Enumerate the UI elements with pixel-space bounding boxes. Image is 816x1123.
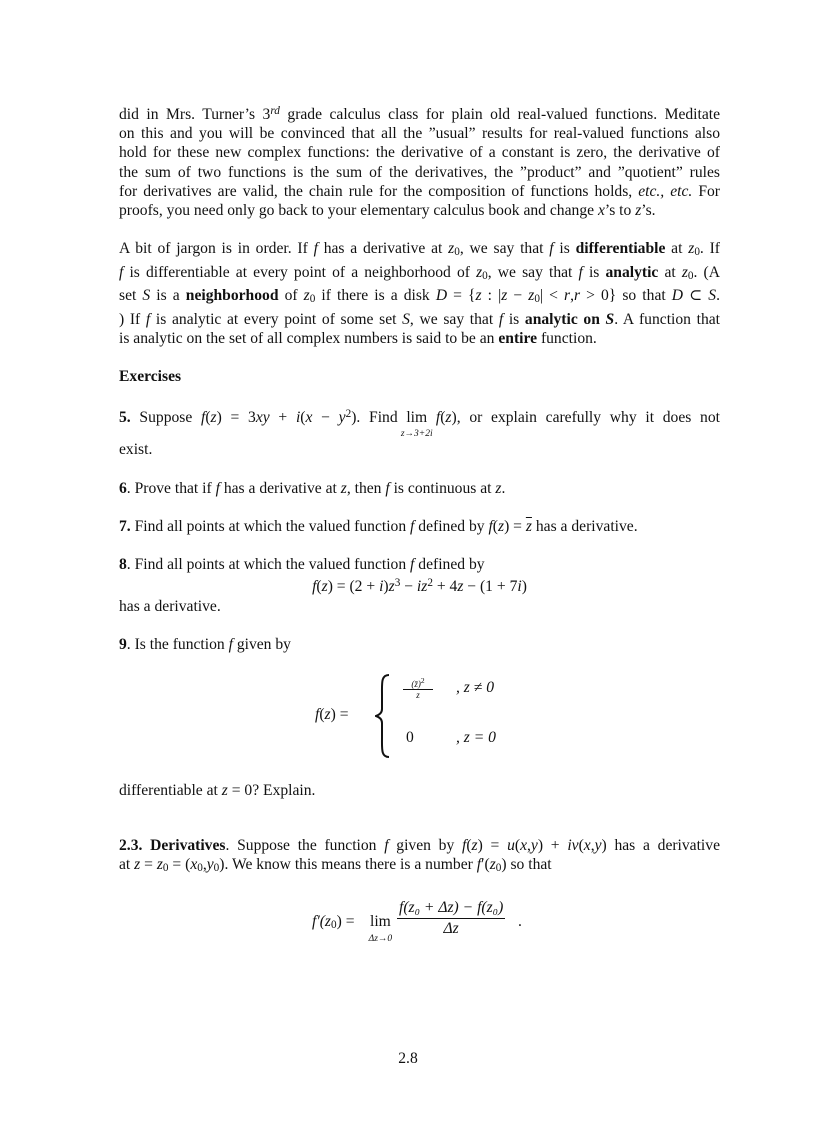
intro-paragraph (119, 102, 720, 220)
text-line: exist. (119, 441, 153, 459)
equation: $f(z) = (2 + i)z^3 - iz^2 + 4z - (1 + 7i)$ (312, 577, 527, 596)
text-line: proofs, you need only go back to your elementary calculus book and change x’s to z’s. (119, 202, 656, 220)
text-line: did in Mrs. Turner’s 3rd grade calculus class for plain old real-valued functions. Meditate (119, 105, 721, 124)
case-1-fraction: (z̄)$^2$ z (403, 676, 433, 700)
exercise-8 (119, 555, 720, 616)
text-line: has a derivative. (119, 597, 221, 615)
text-line: A bit of jargon is in order. If f has a derivative at $z_0$, we say that f is differentiable at $z_0$. If (119, 240, 720, 259)
case-2-value: 0 (406, 728, 414, 746)
text-line: is analytic on the set of all complex numbers is said to be an entire function. (119, 329, 597, 347)
exercise-7: 7. Find all points at which the valued function f defined by $f(z) = \overline{z}$ has a derivative. (119, 517, 638, 535)
exercise-6: 6. Prove that if f has a derivative at z, then f is continuous at z. (119, 479, 506, 497)
left-brace (375, 673, 391, 759)
text-line: f is differentiable at every point of a neighborhood of $z_0$, we say that f is analytic at $z_0$. (A (119, 263, 720, 282)
text-line: set S is a neighborhood of $z_0$ if there is a disk D = {z : $|z - z_0| < r,r > 0$} so that D ⊂ S. (119, 287, 720, 306)
section-derivatives (119, 836, 720, 957)
text-line: ) If f is analytic at every point of some set S, we say that f is analytic on S. A function that (119, 310, 721, 328)
text-line: the sum of two functions is the sum of the derivatives, the ”product” and ”quotient” rules (119, 163, 720, 181)
text-line: 8. Find all points at which the valued function f defined by (119, 556, 485, 574)
case-1-condition: , z ≠ 0 (456, 678, 495, 696)
exercises-heading: Exercises (119, 367, 182, 385)
derivative-definition-equation: $f'(z_0)$ = lim Δz→0 $\frac{\text{f(z₀ + Δz) − f(z₀)}}{\Delta z}$ . (312, 899, 522, 945)
jargon-paragraph (119, 239, 720, 348)
exercise-9 (119, 635, 720, 800)
text-line: differentiable at z = 0? Explain. (119, 781, 316, 799)
text-line: on this and you will be convinced that all the ”usual” results for real-valued functions also (119, 125, 720, 143)
limit-operator: lim Δz→0 (368, 913, 393, 945)
text-line: 2.3. Derivatives. Suppose the function f given by f(z) = u(x,y) + iv(x,y) has a derivative (119, 836, 720, 854)
text-line: hold for these new complex functions: the derivative of a constant is zero, the derivative of (119, 144, 720, 162)
page-number: 2.8 (398, 1050, 418, 1067)
limit-operator: lim z→3+2i (400, 409, 433, 440)
difference-quotient: $\frac{\text{f(z₀ + Δz) − f(z₀)}}{\Delta z}$ (399, 899, 504, 937)
text-line: for derivatives are valid, the chain rule for the composition of functions holds, etc., etc. For (119, 182, 720, 200)
text-line: 9. Is the function f given by (119, 635, 291, 653)
page-content (119, 102, 720, 956)
text-line: at $z = z_0 = (x_0,y_0)$. We know this means there is a number $f'(z_0)$ so that (119, 855, 552, 875)
piecewise-equation: f(z) = (z̄)$^2$ z , z ≠ 0 0 , z = 0 (315, 673, 575, 763)
case-2-condition: , z = 0 (456, 728, 496, 746)
exercise-5 (119, 405, 720, 459)
text-line: 5. Suppose $f(z) = 3xy + i(x - y^2)$. Find lim z→3+2i f(z), or explain carefully why it does not (119, 408, 720, 440)
